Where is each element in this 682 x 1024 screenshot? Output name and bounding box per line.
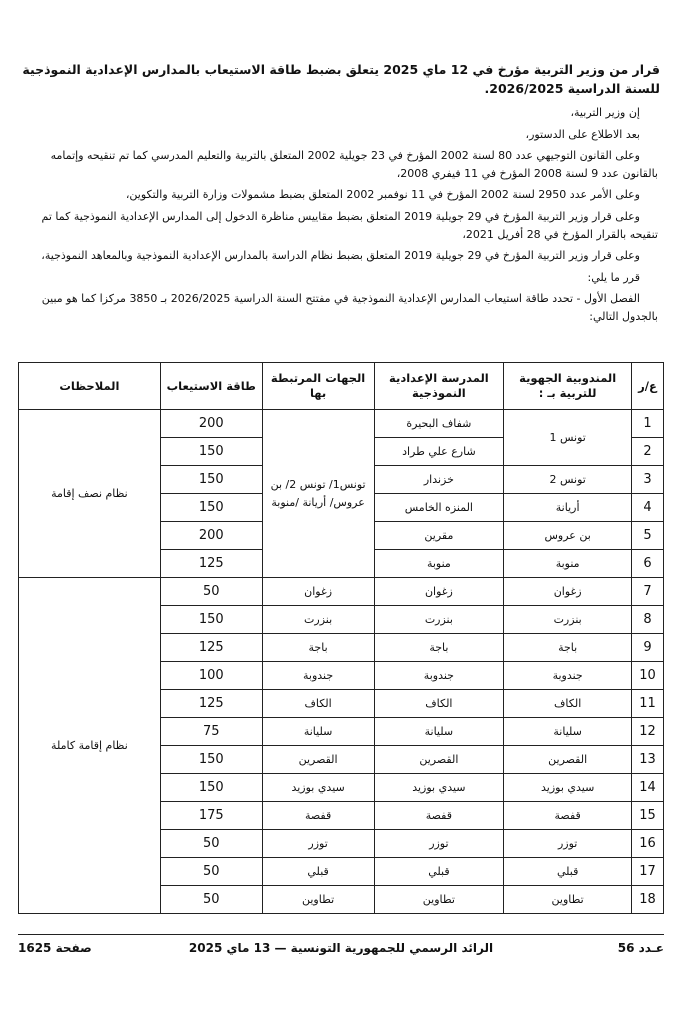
delegation-cell: قبلي <box>504 858 632 886</box>
school-cell: توزر <box>374 830 504 858</box>
school-cell: الكاف <box>374 690 504 718</box>
school-cell: منوبة <box>374 550 504 578</box>
capacity-cell: 150 <box>160 606 262 634</box>
school-cell: قبلي <box>374 858 504 886</box>
header-number: ع/ر <box>632 363 664 410</box>
header-delegation: المندوبية الجهوية للتربية بـ : <box>504 363 632 410</box>
capacity-cell: 50 <box>160 578 262 606</box>
regions-cell: بنزرت <box>262 606 374 634</box>
row-number: 16 <box>632 830 664 858</box>
school-cell: سيدي بوزيد <box>374 774 504 802</box>
school-cell: بنزرت <box>374 606 504 634</box>
row-number: 15 <box>632 802 664 830</box>
delegation-cell: بن عروس <box>504 522 632 550</box>
school-cell: تطاوين <box>374 886 504 914</box>
preamble-article-1: الفصل الأول - تحدد طاقة استيعاب المدارس الإعدادية النموذجية في مفتتح السنة الدراسية 2026/2025 بـ 3850 مركزا كما هو مبين بالجدول التالي: <box>41 292 658 323</box>
regions-cell: القصرين <box>262 746 374 774</box>
school-cell: مقرين <box>374 522 504 550</box>
school-cell: شارع علي طراد <box>374 438 504 466</box>
decree-preamble <box>20 104 658 330</box>
regions-cell: توزر <box>262 830 374 858</box>
preamble-line: إن وزير التربية، <box>570 106 640 119</box>
school-cell: زغوان <box>374 578 504 606</box>
regions-cell: قفصة <box>262 802 374 830</box>
school-cell: سليانة <box>374 718 504 746</box>
row-number: 8 <box>632 606 664 634</box>
regions-cell: سليانة <box>262 718 374 746</box>
delegation-cell: باجة <box>504 634 632 662</box>
capacity-cell: 50 <box>160 830 262 858</box>
delegation-cell: تونس 2 <box>504 466 632 494</box>
capacity-table <box>18 362 664 914</box>
delegation-cell: القصرين <box>504 746 632 774</box>
school-cell: جندوبة <box>374 662 504 690</box>
delegation-cell: قفصة <box>504 802 632 830</box>
delegation-cell: منوبة <box>504 550 632 578</box>
capacity-cell: 125 <box>160 550 262 578</box>
page-number: صفحة 1625 <box>18 941 92 955</box>
capacity-cell: 100 <box>160 662 262 690</box>
row-number: 1 <box>632 410 664 438</box>
preamble-line: بعد الاطلاع على الدستور، <box>525 127 640 141</box>
preamble-line: وعلى قرار وزير التربية المؤرخ في 29 جويلية 2019 المتعلق بضبط نظام الدراسة بالمدارس الإعدادية النموذجية وبالمعاهد النموذجية، <box>41 249 640 263</box>
row-number: 2 <box>632 438 664 466</box>
table-row <box>19 578 664 606</box>
row-number: 7 <box>632 578 664 606</box>
delegation-cell: توزر <box>504 830 632 858</box>
preamble-line: وعلى قرار وزير التربية المؤرخ في 29 جويلية 2019 المتعلق بضبط مقاييس مناظرة الدخول إلى المدارس الإعدادية النموذجية كما تم تنقيحه بالقرار المؤرخ في 28 أفريل 2021، <box>41 209 658 241</box>
capacity-cell: 150 <box>160 466 262 494</box>
regions-cell: الكاف <box>262 690 374 718</box>
school-cell: خزندار <box>374 466 504 494</box>
capacity-cell: 150 <box>160 774 262 802</box>
regions-cell: جندوبة <box>262 662 374 690</box>
row-number: 11 <box>632 690 664 718</box>
row-number: 10 <box>632 662 664 690</box>
row-number: 9 <box>632 634 664 662</box>
capacity-cell: 50 <box>160 858 262 886</box>
capacity-cell: 150 <box>160 746 262 774</box>
table-row <box>19 410 664 438</box>
header-school: المدرسة الإعدادية النموذجية <box>374 363 504 410</box>
regions-cell: قبلي <box>262 858 374 886</box>
row-number: 17 <box>632 858 664 886</box>
note-cell: نظام إقامة كاملة <box>19 578 161 914</box>
capacity-cell: 125 <box>160 690 262 718</box>
capacity-cell: 75 <box>160 718 262 746</box>
row-number: 3 <box>632 466 664 494</box>
delegation-cell: تطاوين <box>504 886 632 914</box>
delegation-cell: الكاف <box>504 690 632 718</box>
school-cell: قفصة <box>374 802 504 830</box>
decree-title: قرار من وزير التربية مؤرخ في 12 ماي 2025 يتعلق بضبط طاقة الاستيعاب بالمدارس الإعدادية النموذجية للسنة الدراسية 2026/2025. <box>22 62 660 96</box>
page-footer <box>18 934 664 965</box>
preamble-line: قرر ما يلي: <box>587 270 640 284</box>
delegation-cell: سيدي بوزيد <box>504 774 632 802</box>
delegation-cell: أريانة <box>504 494 632 522</box>
delegation-cell: بنزرت <box>504 606 632 634</box>
capacity-cell: 50 <box>160 886 262 914</box>
school-cell: المنزه الخامس <box>374 494 504 522</box>
preamble-line: وعلى الأمر عدد 2950 لسنة 2002 المؤرخ في 11 نوفمبر 2002 المتعلق بضبط مشمولات وزارة التربية والتكوين، <box>125 188 640 202</box>
delegation-cell: سليانة <box>504 718 632 746</box>
row-number: 12 <box>632 718 664 746</box>
regions-cell: تطاوين <box>262 886 374 914</box>
capacity-cell: 200 <box>160 522 262 550</box>
school-cell: باجة <box>374 634 504 662</box>
header-regions: الجهات المرتبطة بها <box>262 363 374 410</box>
row-number: 6 <box>632 550 664 578</box>
header-capacity: طاقة الاستيعاب <box>160 363 262 410</box>
capacity-cell: 175 <box>160 802 262 830</box>
delegation-cell: زغوان <box>504 578 632 606</box>
row-number: 4 <box>632 494 664 522</box>
capacity-cell: 150 <box>160 494 262 522</box>
row-number: 18 <box>632 886 664 914</box>
journal-name: الرائد الرسمي للجمهورية التونسية — 13 ماي 2025 <box>188 941 494 955</box>
regions-cell: تونس1/ تونس 2/ بن عروس/ أريانة /منوبة <box>262 410 374 578</box>
issue-number: عـدد 56 <box>617 941 664 955</box>
header-notes: الملاحظات <box>19 363 161 410</box>
capacity-cell: 200 <box>160 410 262 438</box>
regions-cell: باجة <box>262 634 374 662</box>
regions-cell: سيدي بوزيد <box>262 774 374 802</box>
capacity-cell: 125 <box>160 634 262 662</box>
table-header-row <box>19 363 664 410</box>
delegation-cell: جندوبة <box>504 662 632 690</box>
school-cell: القصرين <box>374 746 504 774</box>
row-number: 13 <box>632 746 664 774</box>
regions-cell: زغوان <box>262 578 374 606</box>
note-cell: نظام نصف إقامة <box>19 410 161 578</box>
capacity-cell: 150 <box>160 438 262 466</box>
delegation-cell: تونس 1 <box>504 410 632 466</box>
row-number: 14 <box>632 774 664 802</box>
row-number: 5 <box>632 522 664 550</box>
school-cell: شفاف البحيرة <box>374 410 504 438</box>
preamble-line: وعلى القانون التوجيهي عدد 80 لسنة 2002 المؤرخ في 23 جويلية 2002 المتعلق بالتربية والتعليم المدرسي كما تم تنقيحه وإتمامه بالقانون عدد 9 لسنة 2008 المؤرخ في 11 فيفري 2008، <box>50 149 658 180</box>
